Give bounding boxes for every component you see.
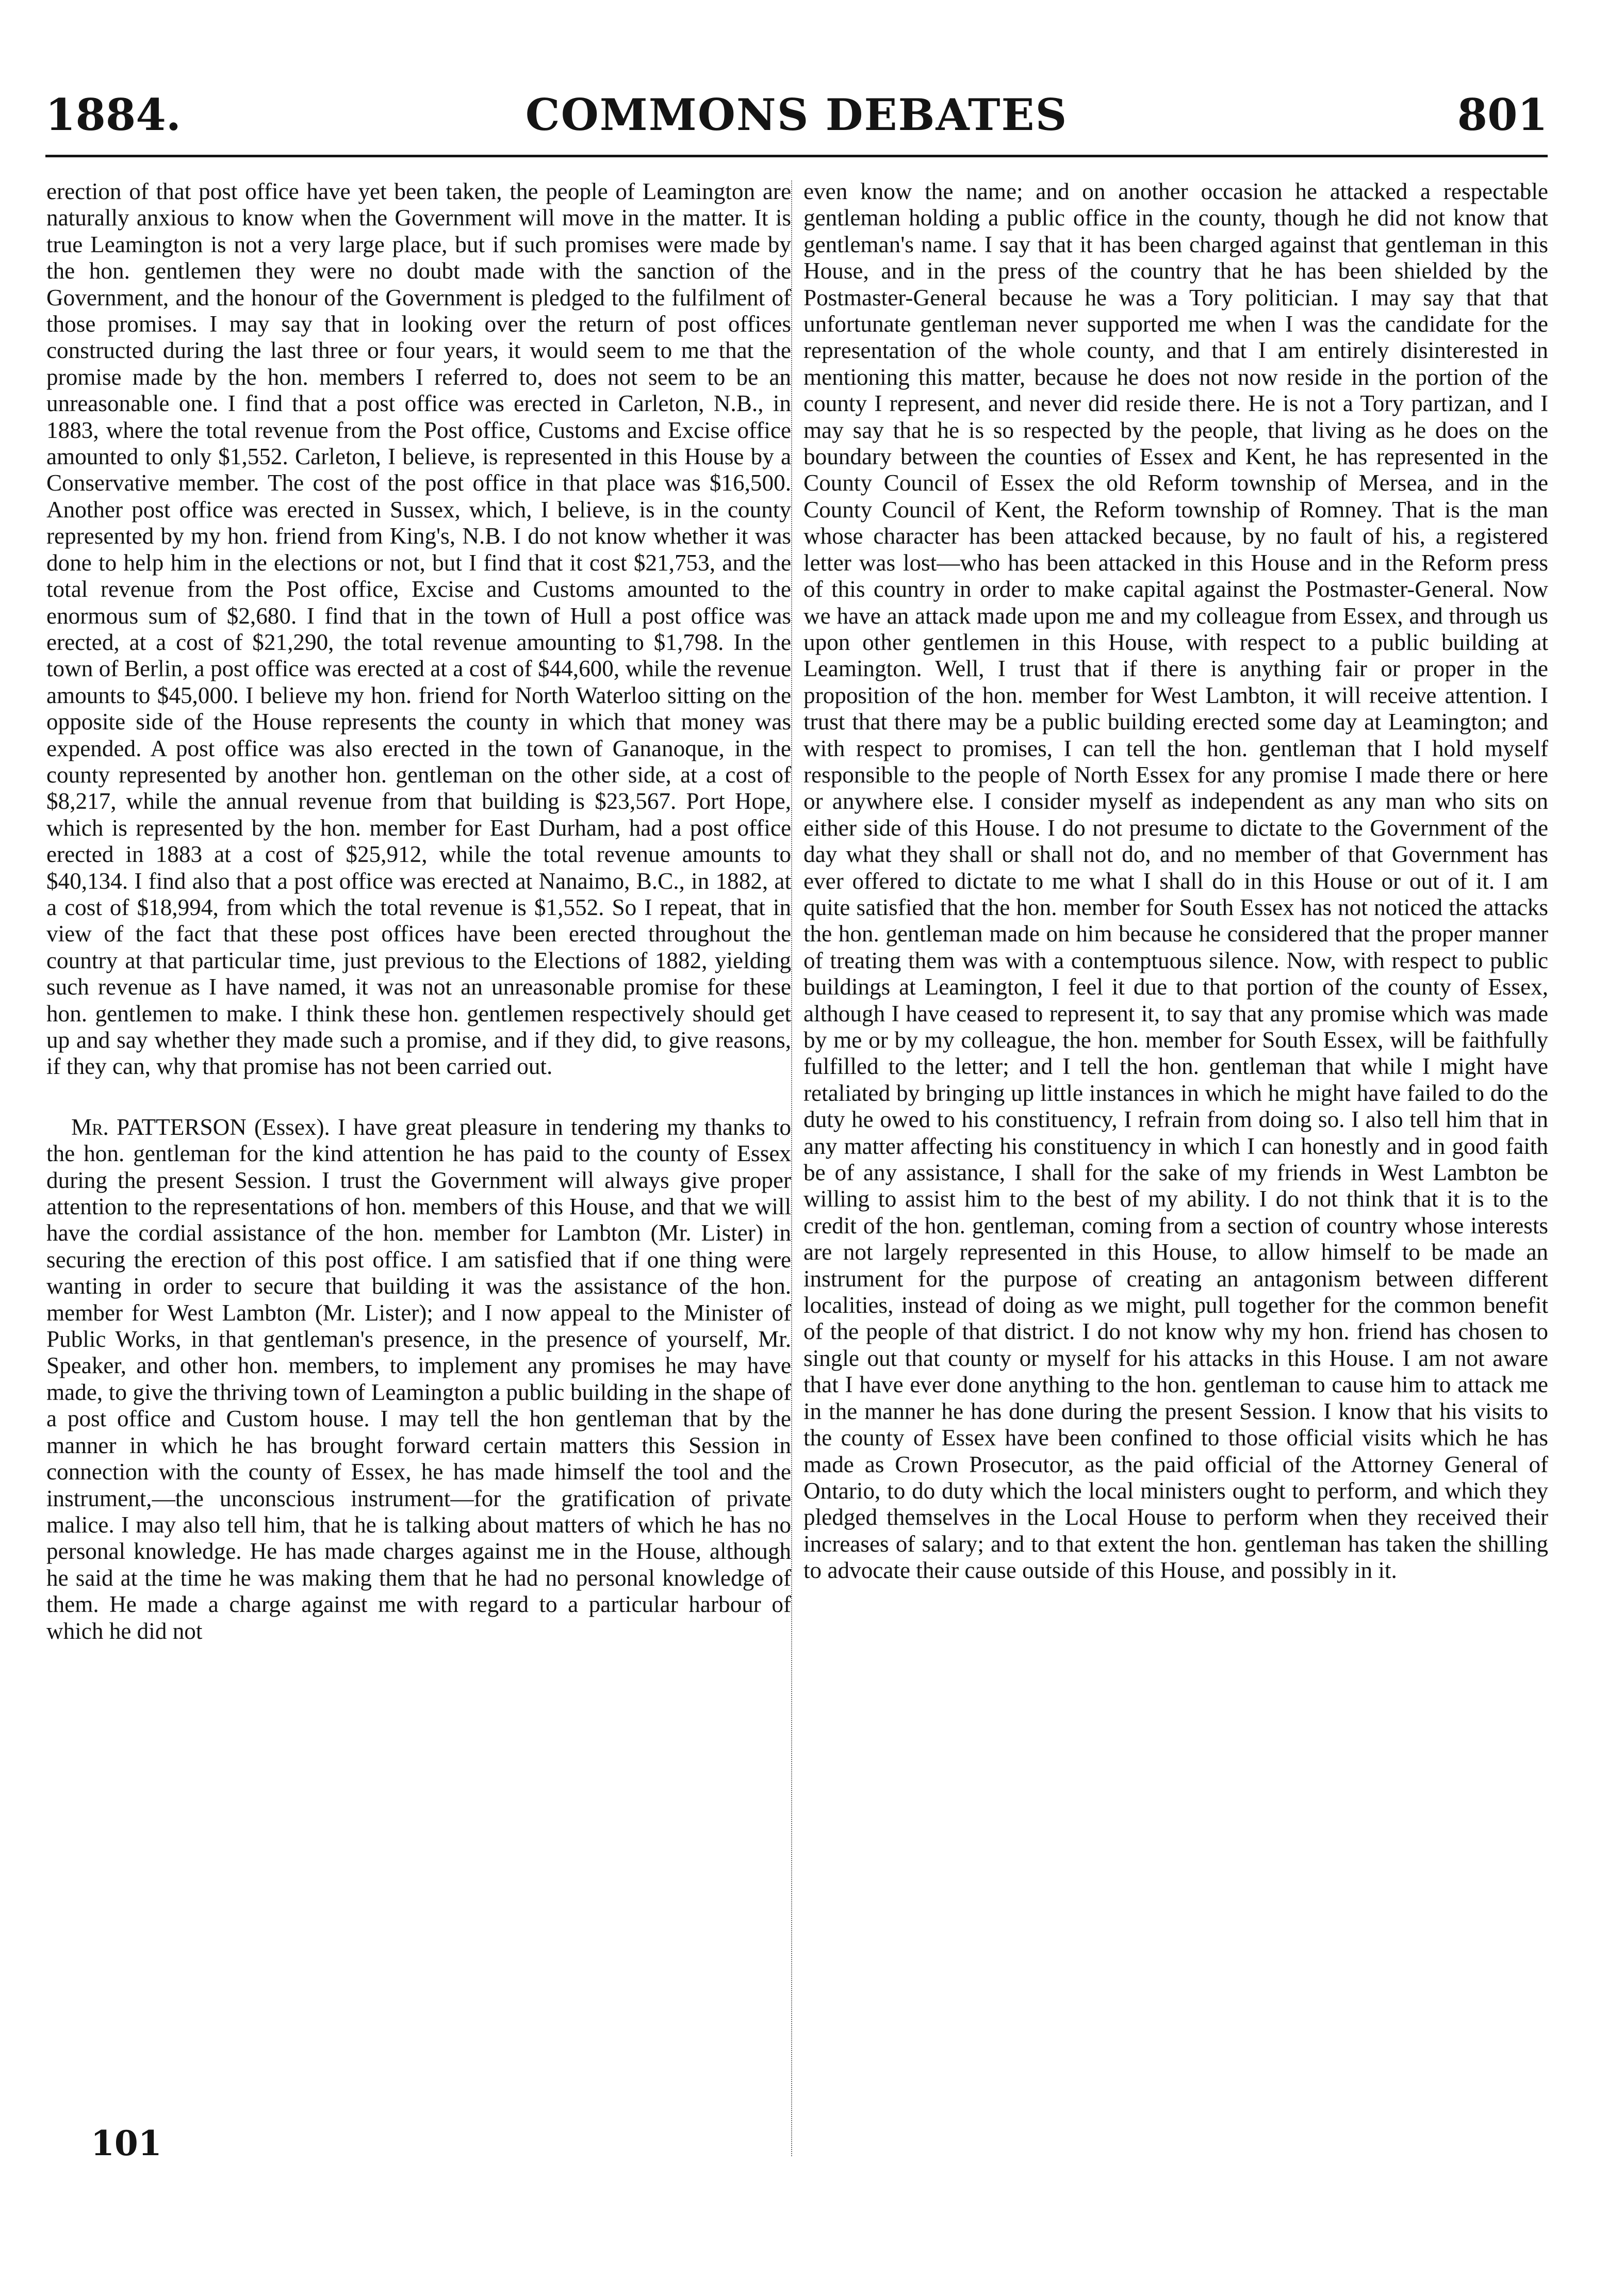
header-title: COMMONS DEBATES bbox=[525, 89, 1068, 140]
signature-mark: 101 bbox=[91, 2123, 162, 2163]
column-divider bbox=[791, 181, 792, 2156]
right-column bbox=[803, 178, 1548, 1584]
header-rule bbox=[45, 155, 1548, 157]
speech-text: I have great pleasure in tendering my thanks to the hon. gentleman for the kind attention he has paid to the county of Essex during the present Session. I trust the Government will always give proper attention to the representations of hon. members of this House, and that we will have the cordial assistance of the hon. member for Lambton (Mr. Lister) in securing the erection of this post office. I am satisfied that if one thing were wanting in order to secure that building it was the assistance of the hon. member for West Lambton (Mr. Lister); and I now appeal to the Minister of Public Works, in that gentleman's presence, in the presence of yourself, Mr. Speaker, and other hon. members, to implement any promises he may have made, to give the thriving town of Leamington a public building in the shape of a post office and Custom house. I may tell the hon gentleman that by the manner in which he has brought forward certain matters this Session in connection with the county of Essex, he has made himself the tool and the instrument,—the unconscious instrument—for the gratification of private malice. I may also tell him, that he is talking about matters of which he has no personal knowledge. He has made charges against me in the House, although he said at the time he was making them that he had no personal knowledge of them. He made a charge against me with regard to a particular harbour of which he did not bbox=[46, 1114, 791, 1644]
right-paragraph: even know the name; and on another occasion he attacked a respectable gentleman holding a public office in the county, though he did not know that gentleman's name. I say that it has been charged against that gentleman in this House, and in the press of the country that he has been shielded by the Postmaster-General because he was a Tory politician. I may say that that unfortunate gentleman never supported me when I was the candidate for the representation of the whole county, and that I am entirely disinterested in mentioning this matter, because he does not now reside in the portion of the county I represent, and never did reside there. He is not a Tory partizan, and I may say that he is so respected by the people, that living as he does on the boundary between the counties of Essex and Kent, he has represented in the County Council of Essex the old Reform township of Mersea, and in the County Council of Kent, the Reform township of Romney. That is the man whose character has been attacked because, by no fault of his, a registered letter was lost—who has been attacked in this House and in the Reform press of this country in order to make capital against the Postmaster-General. Now we have an attack made upon me and my colleague from Essex, and through us upon other gentlemen in this House, with respect to a public building at Leamington. Well, I trust that if there is anything fair or proper in the proposition of the hon. member for West Lambton, it will receive attention. I trust that there may be a public building erected some day at Leamington; and with respect to promises, I can tell the hon. gentleman that I hold myself responsible to the people of North Essex for any promise I made there or here or anywhere else. I consider myself as independent as any man who sits on either side of this House. I do not presume to dictate to the Government of the day what they shall or shall not do, and no member of that Government has ever offered to dictate to me what I shall do in this House or out of it. I am quite satisfied that the hon. member for South Essex has not noticed the attacks the hon. gentleman made on him because he considered that the proper manner of treating them was with a contemptuous silence. Now, with respect to public buildings at Leamington, I feel it due to that portion of the county of Essex, although I have ceased to represent it, to say that any promise which was made by me or by my colleague, the hon. member for South Essex, will be faithfully fulfilled to the letter; and I tell the hon. gentleman that while I might have retaliated by bringing up little instances in which he might have failed to do the duty he owed to his constituency, I refrain from doing so. I also tell him that in any matter affecting his constituency in which I can honestly and in good faith be of any assistance, I shall for the sake of my friends in West Lambton be willing to assist him to the best of my ability. I do not think that it is to the credit of the hon. gentleman, coming from a section of country whose interests are not largely represented in this House, to allow himself to be made an instrument for the purpose of creating an antagonism between different localities, instead of doing as we might, pull together for the common benefit of the people of that district. I do not know why my hon. friend has chosen to single out that county or myself for his attacks in this House. I am not aware that I have ever done anything to the hon. gentleman to cause him to attack me in the manner he has done during the present Session. I know that his visits to the county of Essex have been confined to those official visits which he has made as Crown Prosecutor, as the paid official of the Attorney General of Ontario, to do duty which the local ministers ought to perform, and which they pledged themselves in the Local House to perform when they received their increases of salary; and to that extent the hon. gentleman has taken the shilling to advocate their cause outside of this House, and possibly in it. bbox=[803, 178, 1548, 1584]
running-header bbox=[45, 87, 1548, 149]
left-paragraph-2 bbox=[46, 1114, 791, 1644]
header-year: 1884. bbox=[45, 89, 182, 140]
left-paragraph-1: erection of that post office have yet been taken, the people of Leamington are naturally anxious to know when the Government will move in the matter. It is true Leamington is not a very large place, but if such promises were made by the hon. gentlemen they were no doubt made with the sanction of the Government, and the honour of the Government is pledged to the fulfilment of those promises. I may say that in looking over the return of post offices constructed during the last three or four years, it would seem to me that the promise made by the hon. members I referred to, does not seem to be an unreasonable one. I find that a post office was erected in Carleton, N.B., in 1883, where the total revenue from the Post office, Customs and Excise office amounted to only $1,552. Carleton, I believe, is represented in this House by a Conservative member. The cost of the post office in that place was $16,500. Another post office was erected in Sussex, which, I believe, is in the county represented by my hon. friend from King's, N.B. I do not know whether it was done to help him in the elections or not, but I find that it cost $21,753, and the total revenue from the Post office, Excise and Customs amounted to the enormous sum of $2,680. I find that in the town of Hull a post office was erected, at a cost of $21,290, the total revenue amounting to $1,798. In the town of Berlin, a post office was erected at a cost of $44,600, while the revenue amounts to $45,000. I believe my hon. friend for North Waterloo sitting on the opposite side of the House represents the county in which that money was expended. A post office was also erected in the town of Gananoque, in the county represented by another hon. gentleman on the other side, at a cost of $8,217, while the annual revenue from that building is $23,567. Port Hope, which is represented by the hon. member for East Durham, had a post office erected in 1883 at a cost of $25,912, while the total revenue amounts to $40,134. I find also that a post office was erected at Nanaimo, B.C., in 1882, at a cost of $18,994, from which the total revenue is $1,552. So I repeat, that in view of the fact that these post offices have been erected throughout the country at that particular time, just previous to the Elections of 1882, yielding such revenue as I have named, it was not an unreasonable promise for these hon. gentlemen to make. I think these hon. gentlemen respectively should get up and say whether they made such a promise, and if they did, to give reasons, if they can, why that promise has not been carried out. bbox=[46, 178, 791, 1080]
left-column bbox=[46, 178, 791, 1644]
speaker-name: Mr. PATTERSON bbox=[71, 1114, 247, 1140]
page-number: 801 bbox=[1457, 89, 1548, 140]
speaker-riding: (Essex). bbox=[246, 1114, 330, 1140]
